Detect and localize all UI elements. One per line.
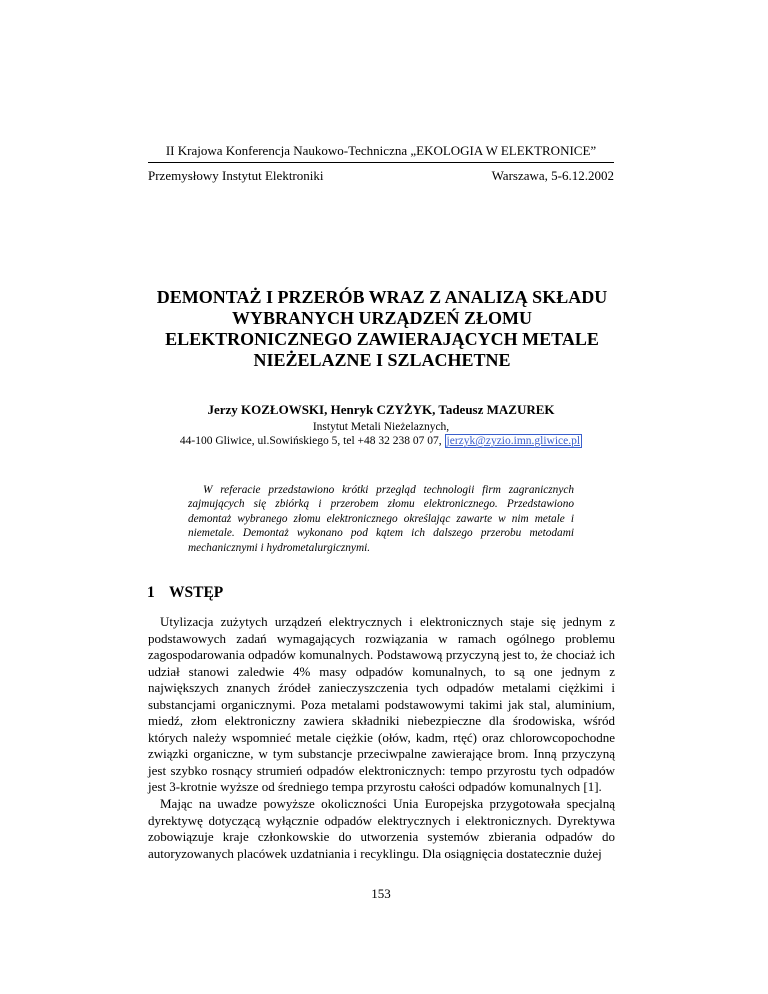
affiliation-address: 44-100 Gliwice, ul.Sowińskiego 5, tel +48 32 238 07 07, (179, 435, 445, 447)
place-date: Warszawa, 5-6.12.2002 (491, 168, 614, 183)
affiliation-institute: Instytut Metali Nieżelaznych, (312, 421, 450, 433)
title-line: DEMONTAŻ I PRZERÓB WRAZ Z ANALIZĄ SKŁADU (156, 287, 608, 307)
paper-title (120, 287, 644, 371)
authors: Jerzy KOZŁOWSKI, Henryk CZYŻYK, Tadeusz MAZUREK (207, 402, 555, 417)
section-heading (147, 584, 223, 602)
section-title: WSTĘP (169, 584, 224, 601)
page-number: 153 (371, 886, 391, 901)
header-rule (148, 162, 614, 163)
abstract-text: W referacie przedstawiono krótki przegląd technologii firm zagranicznych zajmujących się zbiórką i przerobem złomu elektronicznego. Przedstawiono demontaż wybranego złomu elektronicznego określając zawarte w nim metale i niemetale. Demontaż wykonano pod kątem ich dalszego przerobu metodami mechanicznymi i hydrometalurgicznymi. (188, 484, 574, 554)
abstract (188, 483, 574, 555)
title-line: NIEŻELAZNE I SZLACHETNE (253, 350, 511, 370)
affiliation (100, 420, 662, 448)
running-header (148, 168, 614, 184)
institute-name: Przemysłowy Instytut Elektroniki (148, 168, 324, 183)
paragraph: Mając na uwadze powyższe okoliczności Unia Europejska przygotowała specjalną dyrektywę dotyczącą wyłącznie odpadów elektrycznych i elektronicznych. Dyrektywa zobowiązuje kraje członkowskie do utworzenia systemów zbierania odpadów do autoryzowanych placówek uzdatniania i recyklingu. Dla osiągnięcia dostatecznie dużej (148, 796, 615, 861)
paragraph: Utylizacja zużytych urządzeń elektrycznych i elektronicznych staje się jednym z podstawowych zadań wymagających rozwiązania w ramach ogólnego problemu zagospodarowania odpadów komunalnych. Podstawową przyczyną jest to, że chociaż ich udział stanowi zaledwie 4% masy odpadów komunalnych, to są one jednym z największych znanych źródeł zanieczyszczenia tych odpadów metalami ciężkimi i substancjami organicznymi. Poza metalami podstawowymi takimi jak stal, aluminium, miedź, złom elektroniczny zawiera składniki niebezpieczne dla środowiska, wśród których należy wspomnieć metale ciężkie (ołów, kadm, rtęć) oraz chlorowcopochodne związki organiczne, w tym substancje przeciwpalne zawierające brom. Inną przyczyną jest szybko rosnący strumień odpadów elektronicznych: tempo przyrostu tych odpadów jest 3-krotnie wyższe od średniego tempa przyrostu całości odpadów komunalnych [1]. (148, 614, 615, 795)
body-text (148, 614, 615, 862)
title-line: ELEKTRONICZNEGO ZAWIERAJĄCYCH METALE (165, 329, 599, 349)
title-line: WYBRANYCH URZĄDZEŃ ZŁOMU (231, 308, 532, 328)
email-link[interactable]: jerzyk@zyzio.imn.gliwice.pl (446, 435, 581, 447)
conference-title: II Krajowa Konferencja Naukowo-Techniczna „EKOLOGIA W ELEKTRONICE” (165, 143, 597, 158)
affiliation-address-line (100, 434, 662, 448)
section-number: 1 (147, 584, 155, 601)
